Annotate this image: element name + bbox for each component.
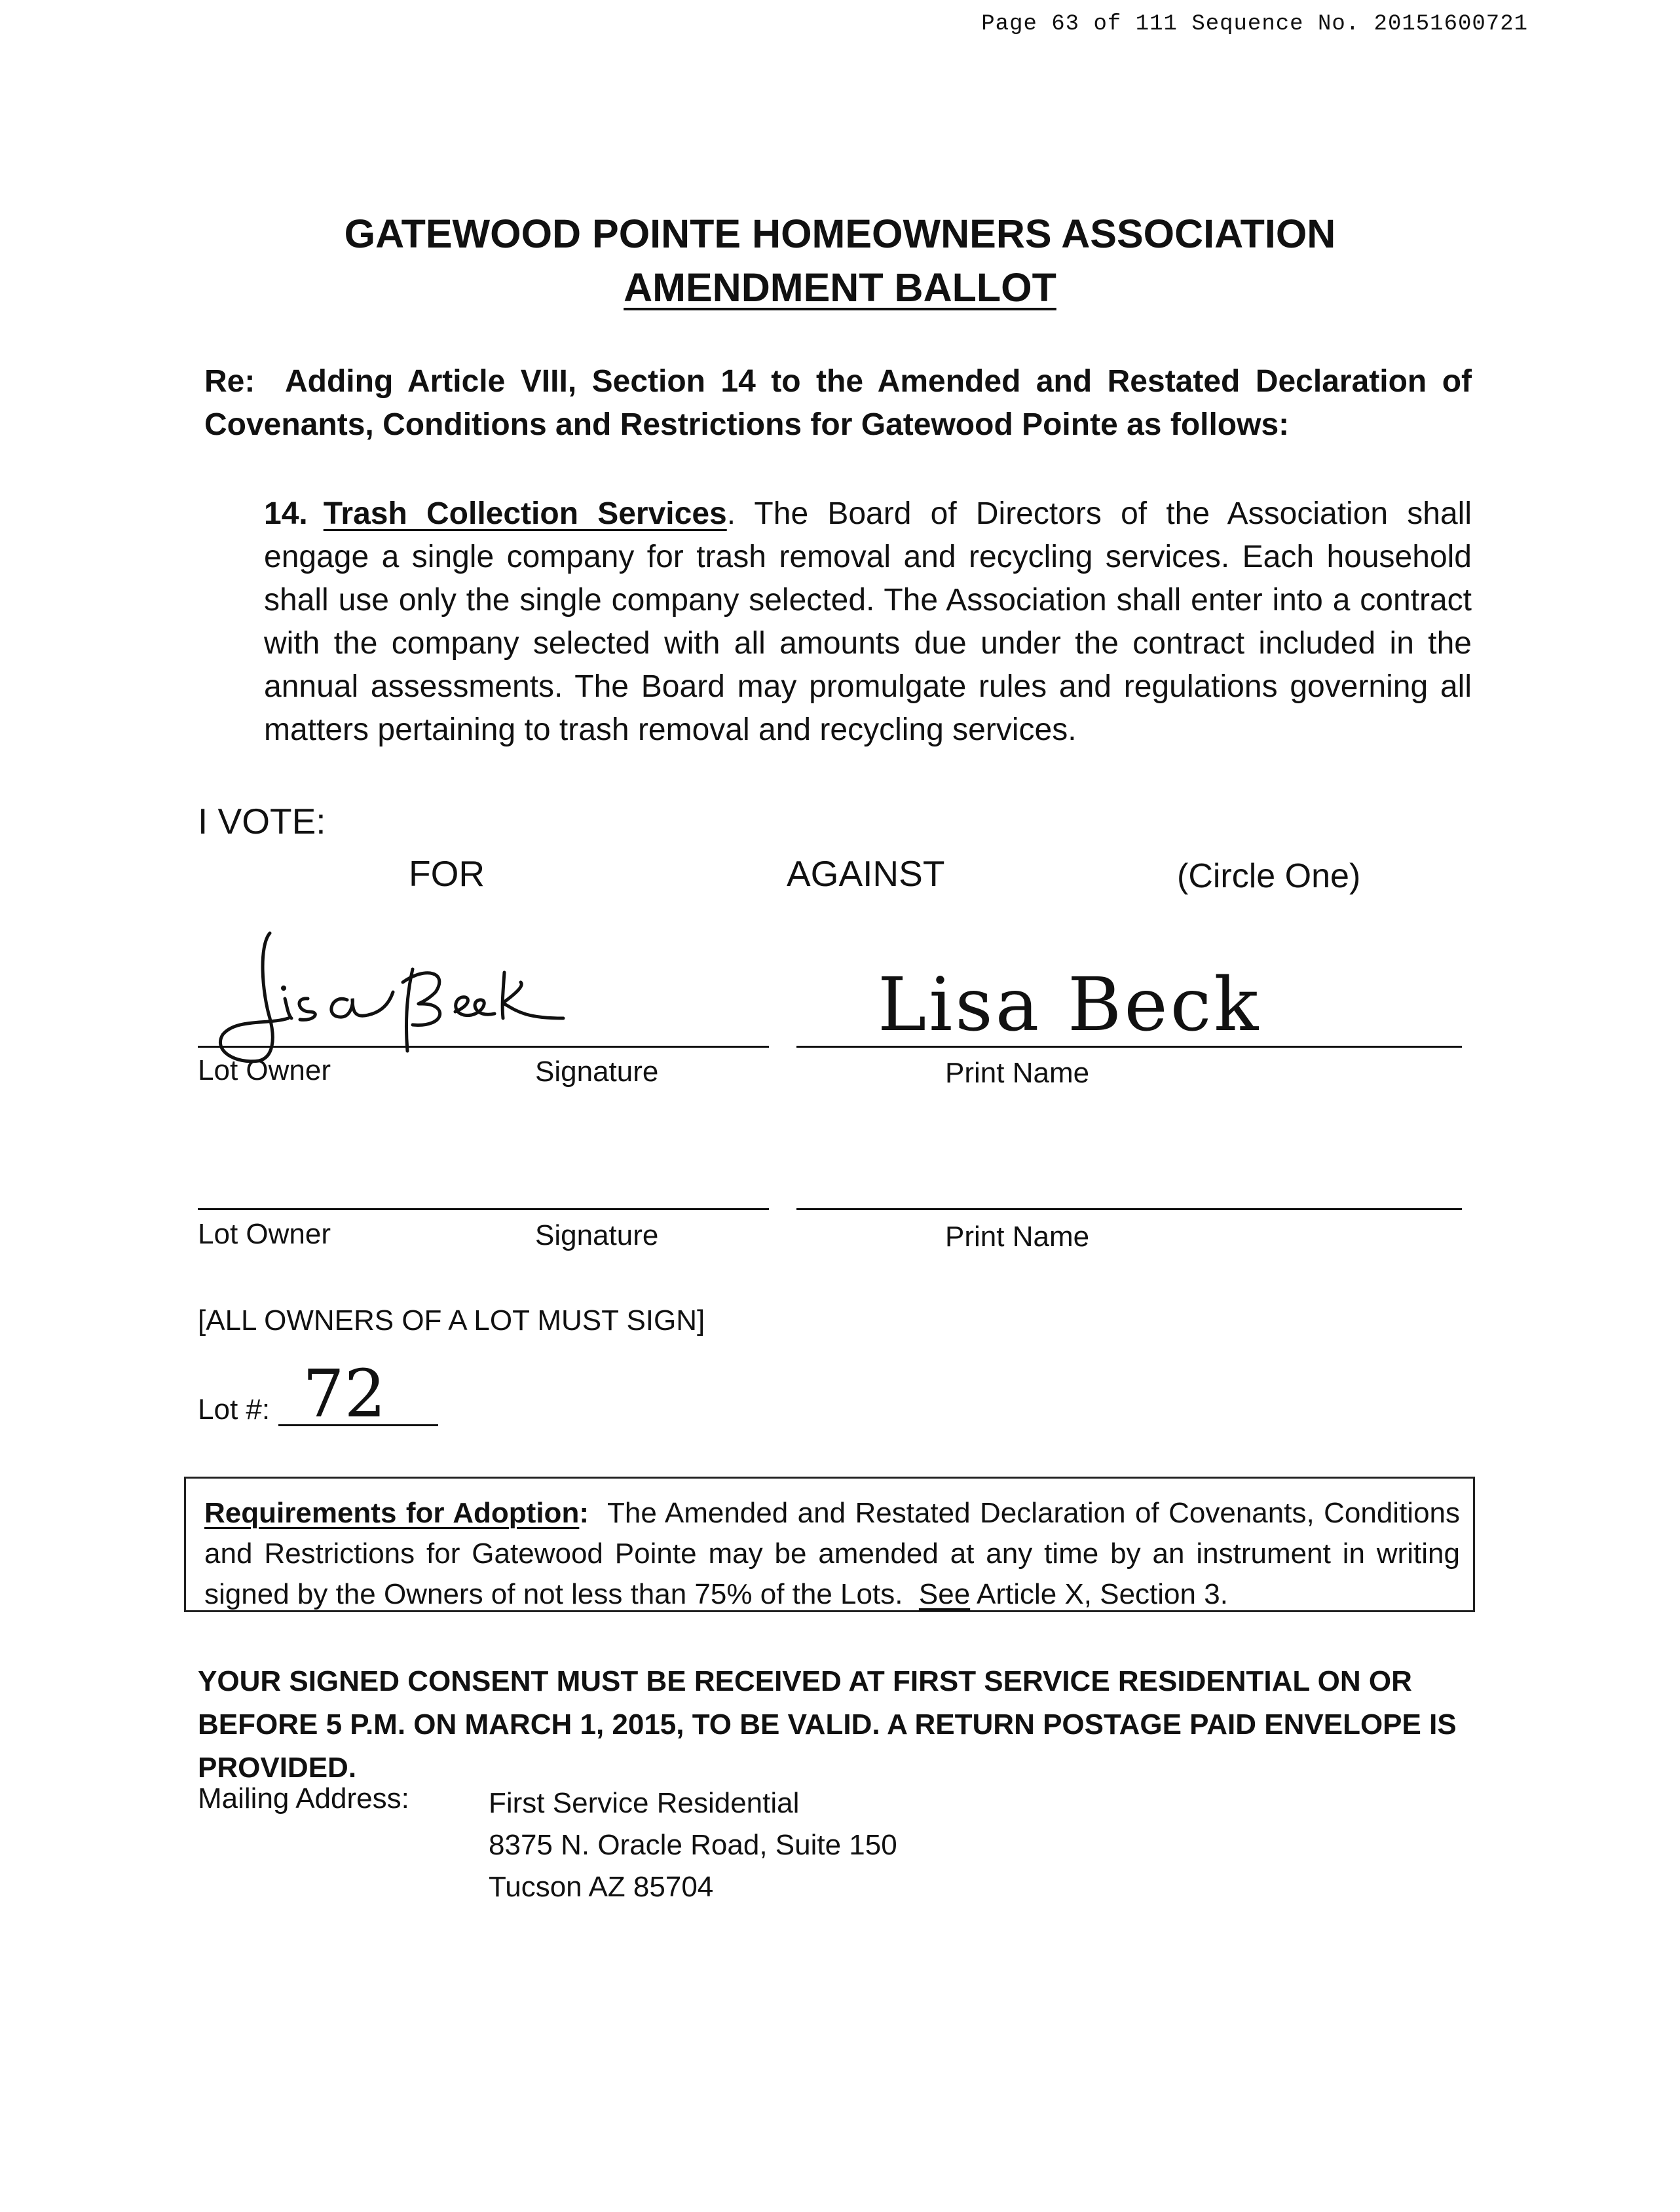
deadline-notice: YOUR SIGNED CONSENT MUST BE RECEIVED AT FIRST SERVICE RESIDENTIAL ON OR BEFORE 5 P.M. ON MARCH 1, 2015, TO BE VALID. A RETURN POSTAGE PAID ENVELOPE IS PROVIDED.: [198, 1665, 1457, 1784]
mailing-address-label: Mailing Address:: [198, 1782, 409, 1815]
see-reference: See: [918, 1578, 971, 1610]
mailing-line-3: Tucson AZ 85704: [489, 1871, 714, 1903]
requirements-title: Requirements for Adoption: [204, 1497, 580, 1529]
ballot-title: [0, 265, 1680, 310]
section-number: 14.: [264, 496, 308, 531]
section-title-period: .: [726, 496, 736, 531]
re-paragraph: [204, 360, 1472, 447]
lot-owner-label-2: Lot Owner: [198, 1218, 331, 1250]
vote-option-against[interactable]: AGAINST: [787, 853, 945, 894]
requirements-box: [184, 1477, 1475, 1612]
section-14-paragraph: [264, 492, 1472, 752]
vote-label: I VOTE:: [198, 801, 326, 841]
section-body: The Board of Directors of the Association shall engage a single company for trash removal and recycling services. Each household shall use only the single company selected. The Association shall enter into a contract with the company selected with all amounts due under the contract included in the annual assessments. The Board may promulgate rules and regulations governing all matters pertaining to trash removal and recycling services.: [264, 496, 1472, 747]
printed-name-handwriting: Lisa Beck: [878, 963, 1261, 1048]
mailing-line-1: First Service Residential: [489, 1787, 800, 1819]
association-title: GATEWOOD POINTE HOMEOWNERS ASSOCIATION: [344, 212, 1336, 256]
all-owners-note: [ALL OWNERS OF A LOT MUST SIGN]: [198, 1304, 705, 1336]
lot-number-label: Lot #:: [198, 1393, 271, 1426]
re-label: Re:: [204, 364, 255, 399]
lot-number-value: 72: [303, 1355, 386, 1432]
signature-line-1: [198, 1046, 769, 1048]
lot-owner-signature-handwriting: [196, 920, 589, 1071]
mailing-address: [489, 1782, 897, 1908]
signature-label-1: Signature: [535, 1056, 659, 1088]
print-name-label-2: Print Name: [945, 1221, 1090, 1253]
signature-line-2[interactable]: [198, 1208, 769, 1210]
section-title: Trash Collection Services: [323, 496, 727, 531]
vote-option-for[interactable]: FOR: [409, 853, 485, 894]
signature-label-2: Signature: [535, 1219, 659, 1251]
requirements-text: The Amended and Restated Declaration of Covenants, Conditions and Restrictions for Gatewood Pointe may be amended at any time by an instrument in writing signed by the Owners of not less than 75% of the Lots.: [204, 1497, 1461, 1610]
print-name-label-1: Print Name: [945, 1057, 1090, 1089]
mailing-line-2: 8375 N. Oracle Road, Suite 150: [489, 1829, 897, 1861]
article-reference: Article X, Section 3.: [976, 1578, 1228, 1610]
page-sequence-header: Page 63 of 111 Sequence No. 20151600721: [981, 12, 1528, 37]
requirements-colon: :: [579, 1497, 589, 1529]
circle-one-instruction: (Circle One): [1177, 857, 1361, 895]
lot-owner-label-1: Lot Owner: [198, 1054, 331, 1086]
re-text: Adding Article VIII, Section 14 to the Amended and Restated Declaration of Covenants, Conditions and Restrictions for Gatewood Pointe as follows:: [204, 364, 1472, 442]
ballot-title-text: AMENDMENT BALLOT: [624, 265, 1056, 310]
print-name-line-2[interactable]: [796, 1208, 1462, 1210]
signature-text: Lisa Beck: [196, 920, 200, 921]
